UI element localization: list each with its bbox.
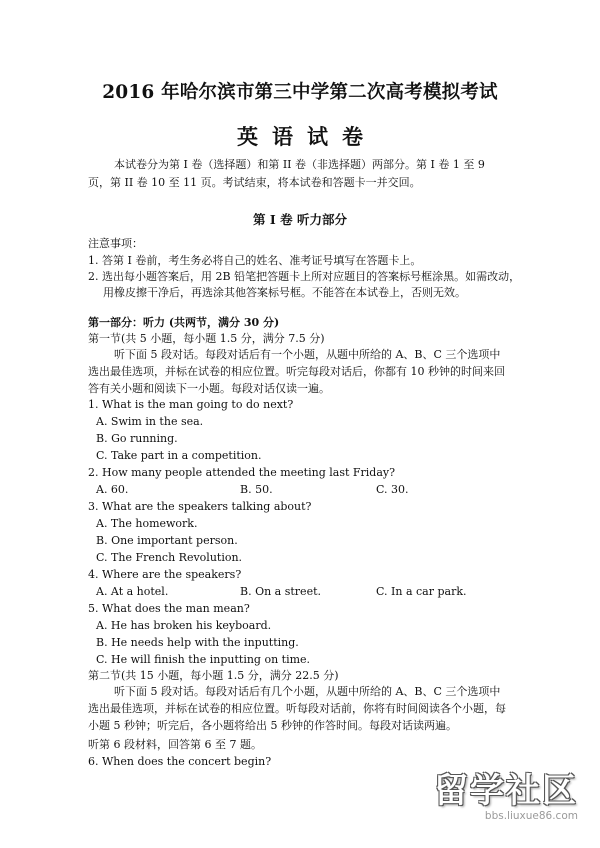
question-3: 3. What are the speakers talking about? <box>88 500 312 513</box>
notes-item-2-line-2: 用橡皮擦干净后，再选涂其他答案标号框。不能答在本试卷上，否则无效。 <box>103 286 466 299</box>
exam-subtitle: 英语试卷 <box>237 124 377 149</box>
question-6: 6. When does the concert begin? <box>88 755 272 768</box>
question-4: 4. Where are the speakers? <box>88 568 242 581</box>
question-2-option-c: C. 30. <box>376 483 409 496</box>
question-2: 2. How many people attended the meeting last Friday? <box>88 466 396 479</box>
material-6-note: 听第 6 段材料，回答第 6 至 7 题。 <box>88 738 262 751</box>
notes-heading: 注意事项： <box>88 237 143 250</box>
watermark-url: bbs.liuxue86.com <box>484 810 578 822</box>
section2-instructions: 听下面 5 段对话。每段对话后有几个小题，从题中所给的 A、B、C 三个选项中选出最佳选项，并标在试卷的相应位置。听每段对话前，你将有时间阅读各个小题，每小题 5 秒钟；听完后，各小题将给出 5 秒钟的作答时间。每段对话读两遍。 <box>88 685 506 732</box>
question-3-option-c: C. The French Revolution. <box>96 551 243 564</box>
exam-title: 2016 年哈尔滨市第三中学第二次高考模拟考试 <box>102 82 498 103</box>
notes-item-1: 1. 答第 I 卷前，考生务必将自己的姓名、准考证号填写在答题卡上。 <box>88 254 422 267</box>
question-3-option-a: A. The homework. <box>96 517 198 530</box>
section2-heading: 第二节(共 15 小题，每小题 1.5 分，满分 22.5 分) <box>88 669 339 682</box>
question-1-option-c: C. Take part in a competition. <box>96 449 262 462</box>
part1-heading: 第一部分：听力 (共两节，满分 30 分) <box>88 316 280 329</box>
question-2-option-b: B. 50. <box>240 483 273 496</box>
question-2-option-a: A. 60. <box>96 483 129 496</box>
question-4-option-c: C. In a car park. <box>376 585 467 598</box>
question-4-option-b: B. On a street. <box>240 585 321 598</box>
question-5-option-c: C. He will finish the inputting on time. <box>96 653 311 666</box>
question-3-option-b: B. One important person. <box>96 534 238 547</box>
question-4-option-a: A. At a hotel. <box>96 585 169 598</box>
section1-instructions: 听下面 5 段对话。每段对话后有一个小题，从题中所给的 A、B、C 三个选项中选出最佳选项，并标在试卷的相应位置。听完每段对话后，你都有 10 秒钟的时间来回答有关小题和阅读下一小题。每段对话仅读一遍。 <box>88 348 505 395</box>
question-1: 1. What is the man going to do next? <box>88 398 294 411</box>
question-5-option-a: A. He has broken his keyboard. <box>96 619 272 632</box>
question-1-option-b: B. Go running. <box>96 432 178 445</box>
intro-paragraph: 本试卷分为第 I 卷（选择题）和第 II 卷（非选择题）两部分。第 I 卷 1 至 9 页，第 II 卷 10 至 11 页。考试结束，将本试卷和答题卡一并交回。 <box>88 158 485 189</box>
question-1-option-a: A. Swim in the sea. <box>96 415 204 428</box>
notes-item-2-line-1: 2. 选出每小题答案后，用 2B 铅笔把答题卡上所对应题目的答案标号框涂黑。如需改动， <box>88 270 521 283</box>
watermark-logo-text: 留学社区 <box>434 771 578 811</box>
question-5-option-b: B. He needs help with the inputting. <box>96 636 299 649</box>
section-title: 第 I 卷 听力部分 <box>253 212 347 227</box>
question-5: 5. What does the man mean? <box>88 602 250 615</box>
section1-heading: 第一节(共 5 小题，每小题 1.5 分，满分 7.5 分) <box>88 332 325 345</box>
site-watermark <box>434 763 578 822</box>
